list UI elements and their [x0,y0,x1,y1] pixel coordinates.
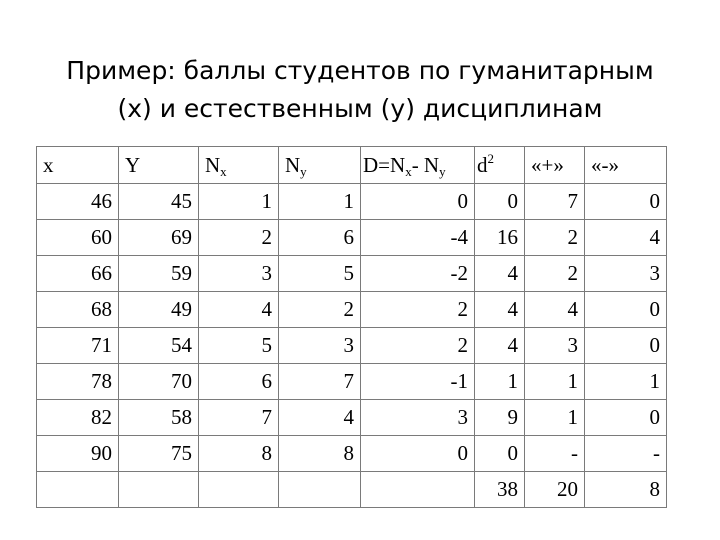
table-row [37,292,667,328]
cell-x: 82 [37,400,119,436]
cell-nx: 1 [199,184,279,220]
cell-minus: 1 [585,364,667,400]
table-row [37,400,667,436]
cell-d: 2 [361,328,475,364]
header-d: $D=N_x-$ $N_y$ [361,147,475,184]
slide-title-line-2: (x) и естественным (y) дисциплинам [117,94,603,123]
cell-d2: 16 [475,220,525,256]
cell-d: -1 [361,364,475,400]
slide-title-line-1: Пример: баллы студентов по гуманитарным [66,56,654,85]
cell-y: 45 [119,184,199,220]
table-row [37,256,667,292]
cell-y: 49 [119,292,199,328]
header-plus: «+» [525,147,585,184]
cell-minus: 3 [585,256,667,292]
cell-nx: 4 [199,292,279,328]
cell-d: 2 [361,292,475,328]
cell-minus: 0 [585,328,667,364]
cell-ny: 4 [279,400,361,436]
cell-plus: 1 [525,364,585,400]
header-x: x [37,147,119,184]
cell-d: 0 [361,436,475,472]
header-d2: $d^2$ [475,147,525,184]
cell-minus: 0 [585,292,667,328]
cell-x: 60 [37,220,119,256]
cell-nx: 8 [199,436,279,472]
slide-title [0,52,720,128]
cell-d: -4 [361,220,475,256]
total-x [37,472,119,508]
total-ny [279,472,361,508]
cell-nx: 3 [199,256,279,292]
cell-plus: 1 [525,400,585,436]
cell-plus: 3 [525,328,585,364]
table-row [37,364,667,400]
cell-ny: 6 [279,220,361,256]
header-ny: $N_y$ [279,147,361,184]
cell-minus: 4 [585,220,667,256]
totals-row [37,472,667,508]
total-d [361,472,475,508]
total-y [119,472,199,508]
cell-minus: - [585,436,667,472]
cell-ny: 7 [279,364,361,400]
cell-d2: 0 [475,436,525,472]
cell-x: 68 [37,292,119,328]
cell-nx: 6 [199,364,279,400]
cell-d2: 4 [475,256,525,292]
cell-minus: 0 [585,184,667,220]
table-row [37,184,667,220]
cell-y: 59 [119,256,199,292]
cell-x: 71 [37,328,119,364]
cell-nx: 2 [199,220,279,256]
cell-y: 54 [119,328,199,364]
cell-d2: 0 [475,184,525,220]
cell-y: 75 [119,436,199,472]
cell-ny: 3 [279,328,361,364]
cell-ny: 1 [279,184,361,220]
cell-y: 69 [119,220,199,256]
cell-x: 90 [37,436,119,472]
cell-plus: 7 [525,184,585,220]
cell-ny: 8 [279,436,361,472]
total-minus: 8 [585,472,667,508]
cell-nx: 7 [199,400,279,436]
cell-x: 78 [37,364,119,400]
header-row [37,147,667,184]
cell-ny: 5 [279,256,361,292]
header-minus: «-» [585,147,667,184]
cell-d: 3 [361,400,475,436]
total-plus: 20 [525,472,585,508]
cell-plus: - [525,436,585,472]
table-row [37,328,667,364]
cell-d2: 4 [475,292,525,328]
cell-d2: 1 [475,364,525,400]
total-d2: 38 [475,472,525,508]
cell-y: 70 [119,364,199,400]
cell-x: 66 [37,256,119,292]
scores-table [36,146,667,508]
table-header [37,147,667,184]
cell-d: 0 [361,184,475,220]
cell-d: -2 [361,256,475,292]
cell-nx: 5 [199,328,279,364]
cell-y: 58 [119,400,199,436]
cell-x: 46 [37,184,119,220]
cell-minus: 0 [585,400,667,436]
total-nx [199,472,279,508]
header-nx: $N_x$ [199,147,279,184]
table-row [37,220,667,256]
cell-ny: 2 [279,292,361,328]
cell-d2: 9 [475,400,525,436]
cell-plus: 2 [525,220,585,256]
table-body [37,184,667,508]
cell-plus: 4 [525,292,585,328]
header-y: Y [119,147,199,184]
cell-d2: 4 [475,328,525,364]
table-row [37,436,667,472]
cell-plus: 2 [525,256,585,292]
